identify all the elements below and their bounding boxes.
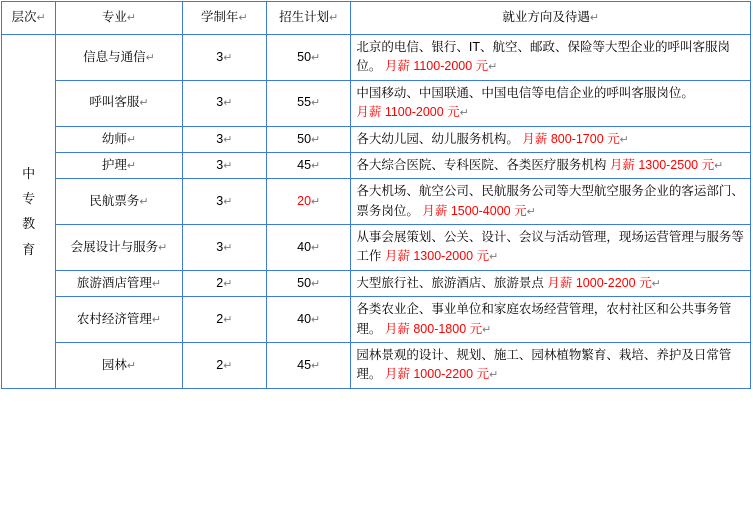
table-body xyxy=(2,35,751,389)
plan-value: 40 xyxy=(297,239,312,254)
plan-value: 20 xyxy=(297,193,312,208)
major-cell: 呼叫客服↵ xyxy=(56,80,183,126)
direction-cell xyxy=(351,342,751,388)
years-value: 2 xyxy=(216,357,224,372)
years-cell xyxy=(182,80,266,126)
eol-mark: ↵ xyxy=(126,133,137,146)
major-cell: 会展设计与服务↵ xyxy=(56,225,183,271)
major-cell: 园林↵ xyxy=(56,342,183,388)
major-cell: 护理↵ xyxy=(56,152,183,178)
eol-mark: ↵ xyxy=(311,133,321,146)
direction-text: 大型旅行社、旅游酒店、旅游景点 xyxy=(356,275,544,290)
table-row xyxy=(2,225,751,271)
plan-cell xyxy=(267,80,351,126)
years-cell xyxy=(182,179,266,225)
direction-text: 北京的电信、银行、IT、航空、邮政、保险等大型企业的呼叫客服岗位。 xyxy=(356,40,730,74)
years-value: 3 xyxy=(216,239,224,254)
salary-text: 月薪 1300-2500 元 xyxy=(609,157,715,172)
eol-mark: ↵ xyxy=(489,369,499,382)
eol-mark: ↵ xyxy=(459,107,469,120)
direction-text: 从事会展策划、公关、设计、会议与活动管理，现场运营管理与服务等工作 xyxy=(356,230,744,264)
eol-mark: ↵ xyxy=(223,195,233,208)
eol-mark: ↵ xyxy=(651,277,661,290)
header-label-level: 层次 xyxy=(11,10,37,25)
eol-mark: ↵ xyxy=(139,97,149,110)
years-value: 3 xyxy=(216,49,224,64)
level-label-char: 中 xyxy=(22,165,36,181)
salary-text: 月薪 1500-4000 元 xyxy=(422,203,527,218)
years-cell xyxy=(182,225,266,271)
eol-mark: ↵ xyxy=(151,277,162,290)
eol-mark: ↵ xyxy=(126,12,137,25)
direction-cell xyxy=(351,225,751,271)
salary-text: 月薪 1100-2000 元 xyxy=(384,59,489,74)
eol-mark: ↵ xyxy=(311,97,321,110)
header-cell-direction xyxy=(351,2,751,35)
years-value: 3 xyxy=(216,193,224,208)
major-cell: 幼师↵ xyxy=(56,126,183,152)
table-row xyxy=(2,80,751,126)
years-value: 2 xyxy=(216,275,224,290)
years-value: 3 xyxy=(216,95,224,110)
table-header xyxy=(2,2,751,35)
plan-value: 55 xyxy=(297,95,312,110)
eol-mark: ↵ xyxy=(36,12,46,25)
plan-value: 45 xyxy=(297,157,312,172)
eol-mark: ↵ xyxy=(311,277,321,290)
major-cell: 信息与通信↵ xyxy=(56,35,183,81)
eol-mark: ↵ xyxy=(526,205,536,218)
major-cell: 民航票务↵ xyxy=(56,179,183,225)
salary-text: 月薪 800-1800 元 xyxy=(384,321,483,336)
direction-cell xyxy=(351,126,751,152)
direction-cell xyxy=(351,152,751,178)
header-cell-major xyxy=(56,2,183,35)
level-label-char: 教 xyxy=(22,216,36,232)
eol-mark: ↵ xyxy=(126,159,137,172)
plan-cell xyxy=(267,270,351,296)
direction-cell xyxy=(351,297,751,343)
level-label-char: 育 xyxy=(22,241,36,257)
direction-cell xyxy=(351,270,751,296)
enrollment-table xyxy=(1,1,751,389)
eol-mark: ↵ xyxy=(151,313,162,326)
eol-mark: ↵ xyxy=(126,359,137,372)
plan-cell xyxy=(267,342,351,388)
eol-mark: ↵ xyxy=(223,133,233,146)
plan-cell xyxy=(267,126,351,152)
eol-mark: ↵ xyxy=(223,277,233,290)
header-label-plan: 招生计划 xyxy=(279,10,330,25)
salary-text: 月薪 1000-2200 元 xyxy=(547,275,652,290)
years-cell xyxy=(182,152,266,178)
level-label-vertical xyxy=(7,161,50,262)
eol-mark: ↵ xyxy=(489,251,499,264)
salary-text: 月薪 1300-2000 元 xyxy=(384,249,490,264)
eol-mark: ↵ xyxy=(145,51,155,64)
eol-mark: ↵ xyxy=(223,97,233,110)
plan-value: 40 xyxy=(297,311,312,326)
table-row xyxy=(2,35,751,81)
eol-mark: ↵ xyxy=(311,195,321,208)
direction-cell xyxy=(351,179,751,225)
eol-mark: ↵ xyxy=(714,159,724,172)
direction-text: 各大综合医院、专科医院、各类医疗服务机构 xyxy=(356,157,607,172)
header-label-direction: 就业方向及待遇 xyxy=(502,10,590,25)
plan-value: 50 xyxy=(297,275,312,290)
plan-cell xyxy=(267,35,351,81)
years-value: 3 xyxy=(216,131,224,146)
years-value: 3 xyxy=(216,157,224,172)
table-row xyxy=(2,342,751,388)
eol-mark: ↵ xyxy=(311,359,321,372)
eol-mark: ↵ xyxy=(158,241,168,254)
years-cell xyxy=(182,342,266,388)
eol-mark: ↵ xyxy=(223,359,233,372)
plan-cell xyxy=(267,152,351,178)
direction-text: 各大机场、航空公司、民航服务公司等大型航空服务企业的客运部门、票务岗位。 xyxy=(356,184,744,218)
table-row xyxy=(2,126,751,152)
eol-mark: ↵ xyxy=(589,12,600,25)
plan-value: 50 xyxy=(297,49,312,64)
eol-mark: ↵ xyxy=(238,12,248,25)
direction-cell xyxy=(351,80,751,126)
direction-text: 各类农业企、事业单位和家庭农场经营管理，农村社区和公共事务管理。 xyxy=(356,302,732,336)
eol-mark: ↵ xyxy=(223,313,233,326)
salary-text: 月薪 1000-2200 元 xyxy=(384,367,490,382)
years-cell xyxy=(182,270,266,296)
header-label-years: 学制年 xyxy=(201,10,239,25)
eol-mark: ↵ xyxy=(311,51,321,64)
years-cell xyxy=(182,35,266,81)
eol-mark: ↵ xyxy=(223,241,233,254)
eol-mark: ↵ xyxy=(488,61,498,74)
eol-mark: ↵ xyxy=(223,159,233,172)
direction-text: 中国移动、中国联通、中国电信等电信企业的呼叫客服岗位。 xyxy=(356,85,694,100)
table-row xyxy=(2,179,751,225)
plan-value: 45 xyxy=(297,357,312,372)
plan-cell xyxy=(267,179,351,225)
direction-cell xyxy=(351,35,751,81)
years-cell xyxy=(182,297,266,343)
eol-mark: ↵ xyxy=(311,241,321,254)
eol-mark: ↵ xyxy=(311,159,321,172)
years-value: 2 xyxy=(216,311,224,326)
major-cell: 农村经济管理↵ xyxy=(56,297,183,343)
direction-text: 园林景观的设计、规划、施工、园林植物繁育、栽培、养护及日常管理。 xyxy=(356,347,732,382)
table-row xyxy=(2,270,751,296)
header-row xyxy=(2,2,751,35)
level-label-char: 专 xyxy=(22,190,36,206)
direction-text: 各大幼儿园、幼儿服务机构。 xyxy=(356,131,519,146)
eol-mark: ↵ xyxy=(482,323,492,336)
years-cell xyxy=(182,126,266,152)
level-cell xyxy=(2,35,56,389)
eol-mark: ↵ xyxy=(311,313,321,326)
header-cell-plan xyxy=(267,2,351,35)
table-row xyxy=(2,297,751,343)
header-cell-level xyxy=(2,2,56,35)
salary-text: 月薪 1100-2000 元 xyxy=(356,105,460,120)
salary-text: 月薪 800-1700 元 xyxy=(522,131,620,146)
header-cell-years xyxy=(182,2,266,35)
plan-cell xyxy=(267,297,351,343)
major-cell: 旅游酒店管理↵ xyxy=(56,270,183,296)
eol-mark: ↵ xyxy=(139,195,149,208)
header-label-major: 专业 xyxy=(101,10,127,25)
eol-mark: ↵ xyxy=(329,12,339,25)
table-row xyxy=(2,152,751,178)
plan-value: 50 xyxy=(297,131,312,146)
eol-mark: ↵ xyxy=(619,133,629,146)
eol-mark: ↵ xyxy=(223,51,233,64)
plan-cell xyxy=(267,225,351,271)
